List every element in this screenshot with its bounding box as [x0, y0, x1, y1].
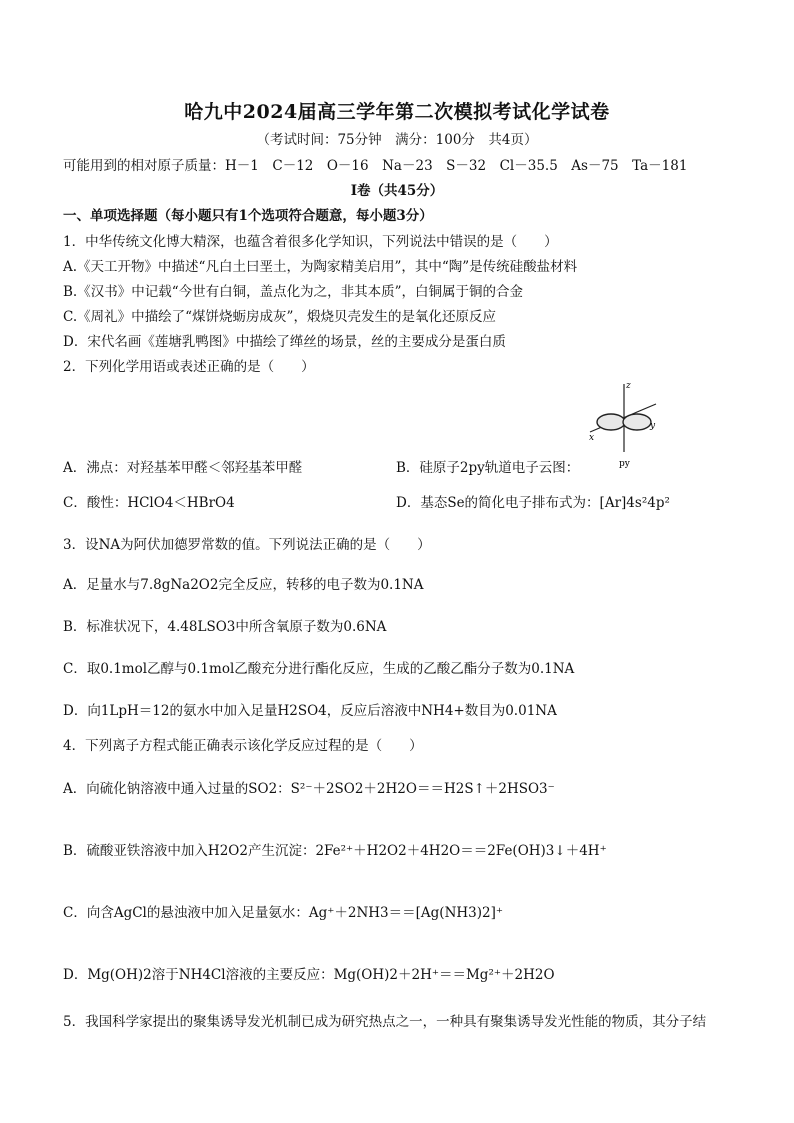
- q3-option-c: C．取0.1mol乙醇与0.1mol乙酸充分进行酯化反应，生成的乙酸乙酯分子数为0.1NA: [63, 661, 575, 677]
- z-label: z: [626, 381, 631, 391]
- q5-stem: 5．我国科学家提出的聚集诱导发光机制已成为研究热点之一，一种具有聚集诱导发光性能的物质，其分子结: [63, 1014, 707, 1030]
- y-label: y: [650, 421, 656, 431]
- q2-option-c: C．酸性：HClO4＜HBrO4: [63, 495, 235, 511]
- part-heading: Ⅰ卷（共45分）: [350, 183, 444, 199]
- q4-option-b: B．硫酸亚铁溶液中加入H2O2产生沉淀：2Fe²⁺＋H2O2＋4H2O＝＝2Fe(OH)3↓＋4H⁺: [63, 843, 607, 859]
- q1-stem: 1．中华传统文化博大精深，也蕴含着很多化学知识，下列说法中错误的是（ ）: [63, 234, 558, 250]
- orbital-lobe-right: [623, 414, 651, 430]
- orbital-lobe-left: [597, 414, 625, 430]
- q3-stem: 3．设NA为阿伏加德罗常数的值。下列说法正确的是（ ）: [63, 537, 431, 553]
- q2-option-a: A．沸点：对羟基苯甲醛＜邻羟基苯甲醛: [63, 460, 303, 476]
- q2-option-d: D．基态Se的简化电子排布式为：[Ar]4s²4p²: [396, 495, 670, 511]
- atomic-masses: 可能用到的相对原子质量：H－1 C－12 O－16 Na－23 S－32 Cl－35.5 As－75 Ta－181: [63, 158, 688, 174]
- q1-option-d: D．宋代名画《莲塘乳鸭图》中描绘了缂丝的场景，丝的主要成分是蛋白质: [63, 334, 506, 350]
- q2-stem: 2．下列化学用语或表述正确的是（ ）: [63, 359, 315, 375]
- exam-meta: （考试时间：75分钟 满分：100分 共4页）: [256, 132, 538, 148]
- py-orbital-diagram: [584, 380, 664, 468]
- q4-option-a: A．向硫化钠溶液中通入过量的SO2：S²⁻＋2SO2＋2H2O＝＝H2S↑＋2HSO3⁻: [63, 781, 555, 797]
- exam-title: 哈九中2024届高三学年第二次模拟考试化学试卷: [184, 101, 610, 123]
- q4-option-d: D．Mg(OH)2溶于NH4Cl溶液的主要反应：Mg(OH)2＋2H⁺＝＝Mg²⁺＋2H2O: [63, 967, 555, 983]
- x-label: x: [589, 433, 595, 443]
- q4-stem: 4．下列离子方程式能正确表示该化学反应过程的是（ ）: [63, 738, 423, 754]
- q2-option-b: B．硅原子2py轨道电子云图：: [396, 460, 580, 476]
- q4-option-c: C．向含AgCl的悬浊液中加入足量氨水：Ag⁺＋2NH3＝＝[Ag(NH3)2]⁺: [63, 905, 503, 921]
- q3-option-b: B．标准状况下，4.48LSO3中所含氧原子数为0.6NA: [63, 619, 387, 635]
- q1-option-c: C.《周礼》中描绘了“煤饼烧蛎房成灰”，煅烧贝壳发生的是氧化还原反应: [63, 309, 496, 325]
- section-heading: 一、单项选择题（每小题只有1个选项符合题意，每小题3分）: [63, 208, 433, 224]
- q3-option-d: D．向1LpH＝12的氨水中加入足量H2SO4，反应后溶液中NH4+数目为0.01NA: [63, 703, 557, 719]
- q1-option-a: A.《天工开物》中描述“凡白土曰垩土，为陶家精美启用”，其中“陶”是传统硅酸盐材料: [63, 259, 578, 275]
- q1-option-b: B.《汉书》中记载“今世有白铜，盖点化为之，非其本质”，白铜属于铜的合金: [63, 284, 524, 300]
- q3-option-a: A．足量水与7.8gNa2O2完全反应，转移的电子数为0.1NA: [63, 577, 424, 593]
- py-label: py: [619, 459, 630, 468]
